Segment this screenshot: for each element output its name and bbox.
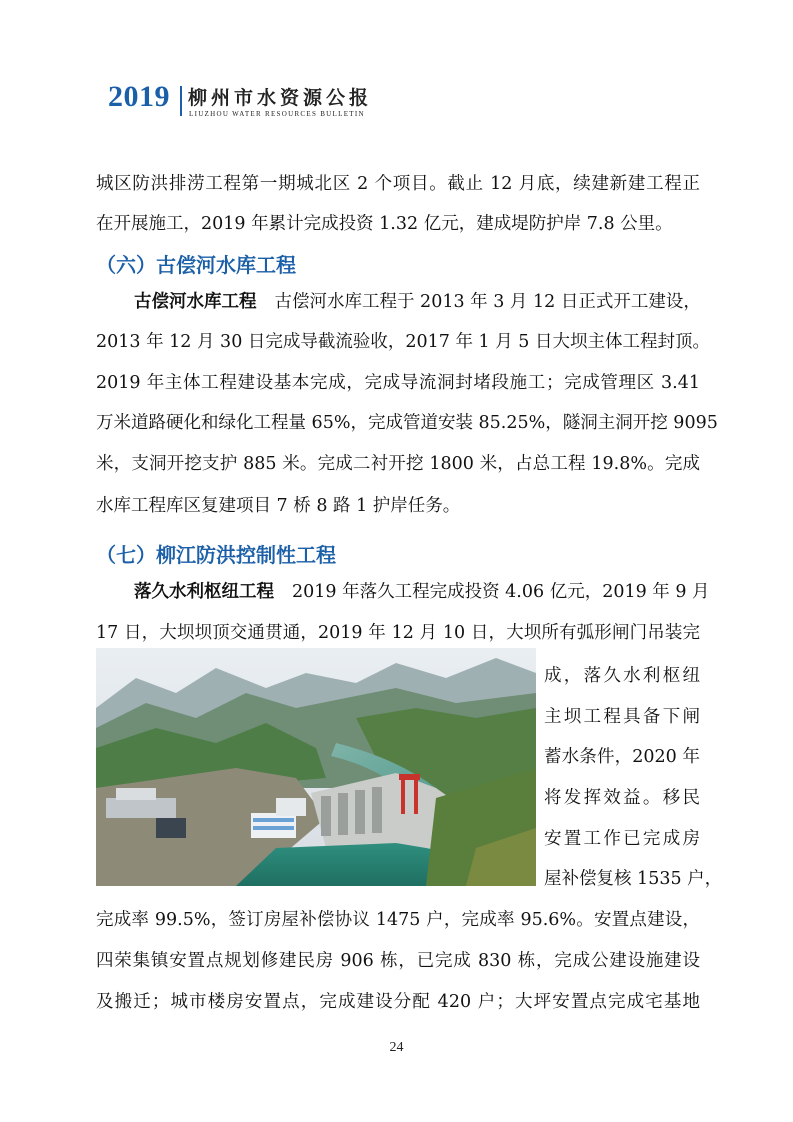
page-number: 24 [389, 1040, 404, 1055]
section7-first-line [134, 580, 710, 604]
section6-heading: （六）古偿河水库工程 [96, 253, 296, 277]
section6-lead: 古偿河水库工程 [134, 292, 257, 312]
side-line: 安置工作已完成房 [544, 829, 700, 849]
section7-heading: （七）柳江防洪控制性工程 [96, 543, 336, 567]
intro-line: 城区防洪排涝工程第一期城北区 2 个项目。截止 12 月底，续建新建工程正 [96, 174, 700, 194]
section7-bottom-line: 完成率 99.5%，签订房屋补偿协议 1475 户，完成率 95.6%。安置点建设， [96, 910, 700, 930]
side-line: 成，落久水利枢纽 [544, 666, 700, 686]
section6-line: 万米道路硬化和绿化工程量 65%，完成管道安装 85.25%，隧洞主洞开挖 9095 [96, 413, 718, 433]
intro-line: 在开展施工，2019 年累计完成投资 1.32 亿元，建成堤防护岸 7.8 公里。 [96, 214, 673, 234]
header-title-en: LIUZHOU WATER RESOURCES BULLETIN [189, 110, 365, 118]
section6-line: 水库工程库区复建项目 7 桥 8 路 1 护岸任务。 [96, 496, 461, 516]
section7-line: 2019 年落久工程完成投资 4.06 亿元，2019 年 9 月 [292, 582, 710, 602]
section7-bottom-line: 四荣集镇安置点规划修建民房 906 栋，已完成 830 栋，完成公建设施建设 [96, 951, 700, 971]
header-title-cn: 柳州市水资源公报 [188, 87, 373, 109]
section6-line: 2019 年主体工程建设基本完成，完成导流洞封堵段施工；完成管理区 3.41 [96, 373, 700, 393]
side-line: 主坝工程具备下闸 [544, 707, 700, 727]
header-year: 2019 [108, 80, 170, 113]
header-divider [180, 86, 182, 116]
side-line: 屋补偿复核 1535 户， [544, 869, 723, 889]
section6-line: 米，支洞开挖支护 885 米。完成二衬开挖 1800 米，占总工程 19.8%。完成 [96, 454, 700, 474]
side-line: 将发挥效益。移民 [544, 788, 700, 808]
section6-first-line [134, 290, 700, 314]
side-line: 蓄水条件，2020 年 [544, 747, 700, 767]
dam-photo [96, 648, 536, 886]
section7-bottom-line: 及搬迁；城市楼房安置点，完成建设分配 420 户；大坪安置点完成宅基地 [96, 992, 700, 1012]
section6-line: 古偿河水库工程于 2013 年 3 月 12 日正式开工建设， [274, 292, 701, 312]
section7-lead: 落久水利枢纽工程 [134, 582, 274, 602]
section7-line: 17 日，大坝坝顶交通贯通，2019 年 12 月 10 日，大坝所有弧形闸门吊装完 [96, 623, 700, 643]
section6-line: 2013 年 12 月 30 日完成导截流验收，2017 年 1 月 5 日大坝主体工程封顶。 [96, 332, 711, 352]
